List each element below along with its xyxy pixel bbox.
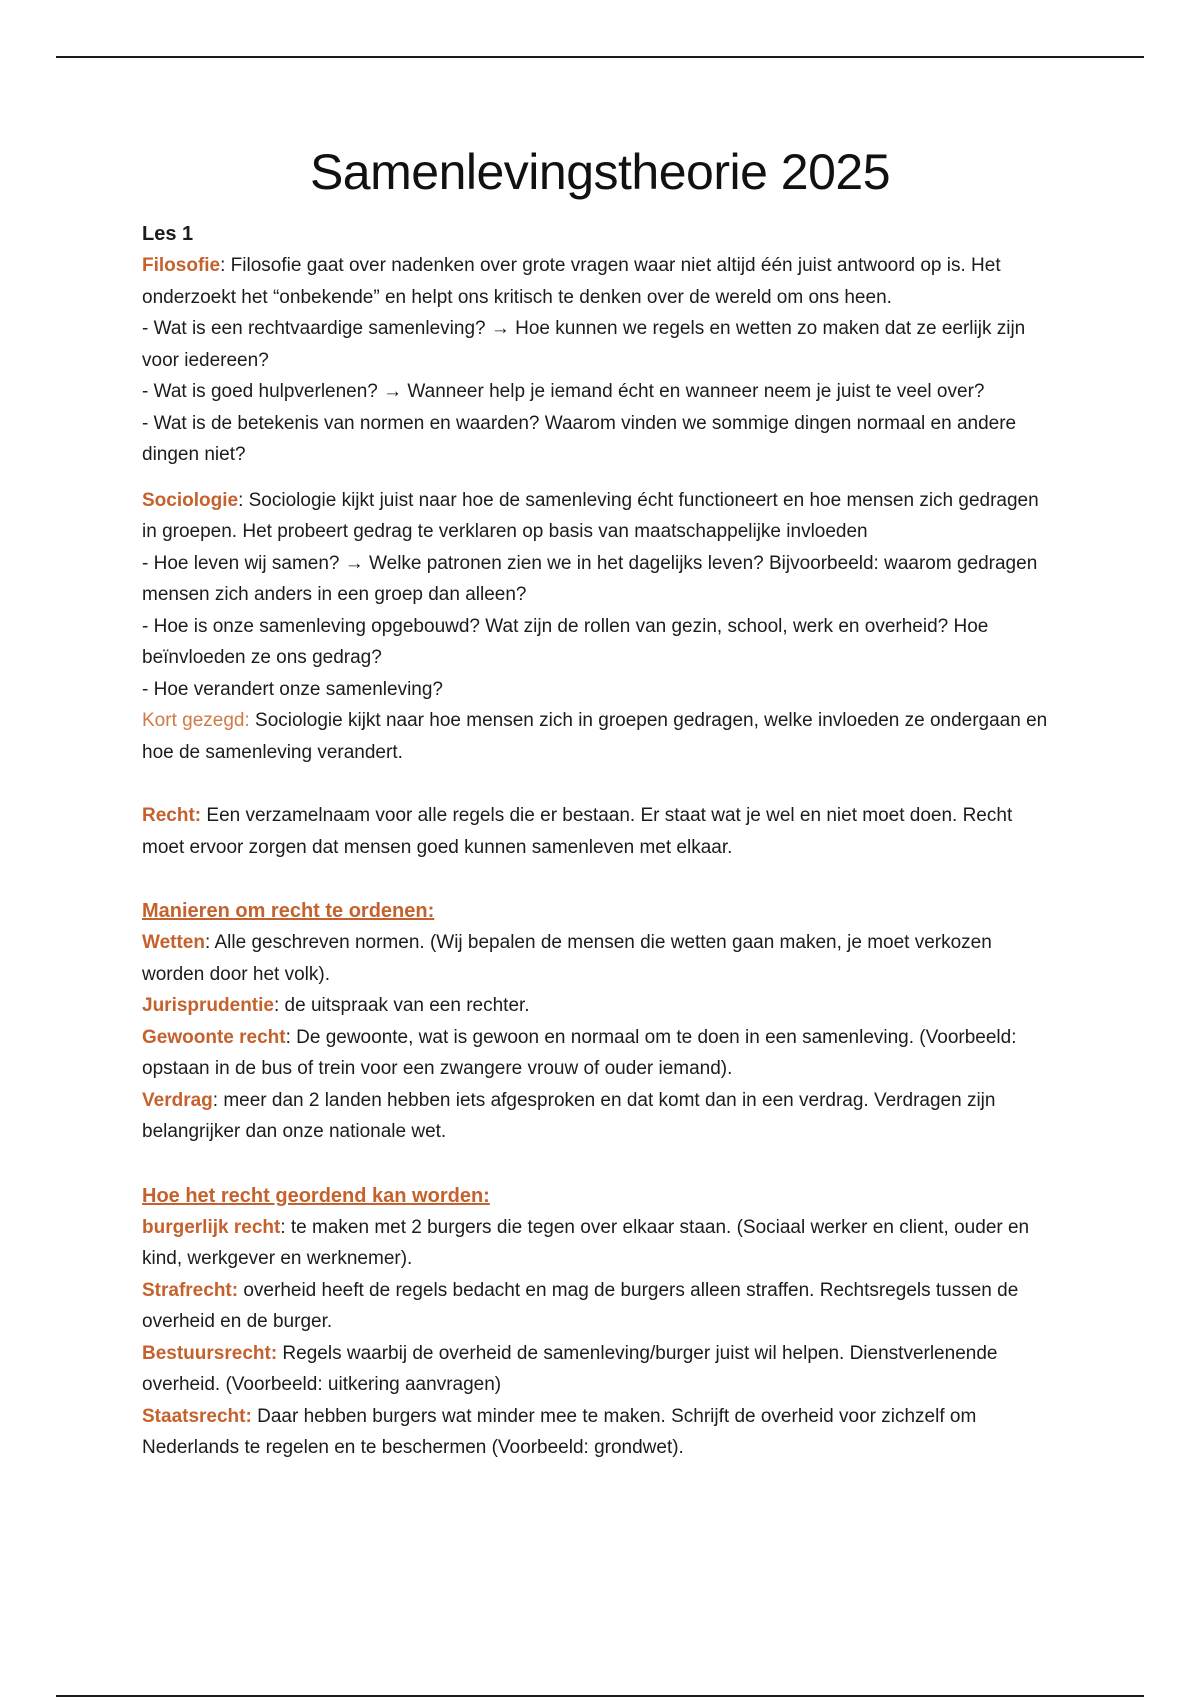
- list-item: - Hoe leven wij samen? → Welke patronen zien we in het dagelijks leven? Bijvoorbeeld: waarom gedragen mensen zich anders in een groep dan alleen?: [142, 552, 1038, 605]
- sociologie-text: : Sociologie kijkt juist naar hoe de samenleving écht functioneert en hoe mensen zich gedragen in groepen. Het probeert gedrag te verklaren op basis van maatschappelijke invloeden: [142, 489, 1039, 542]
- list-item: - Hoe is onze samenleving opgebouwd? Wat zijn de rollen van gezin, school, werk en overheid? Hoe beïnvloeden ze ons gedrag?: [142, 615, 989, 668]
- term-bestuursrecht: Bestuursrecht:: [142, 1342, 278, 1364]
- term-wetten: Wetten: [142, 932, 205, 953]
- definition-text: : meer dan 2 landen hebben iets afgesproken en dat komt dan in een verdrag. Verdragen zijn belangrijker dan onze nationale wet.: [142, 1089, 996, 1142]
- term-filosofie: Filosofie: [142, 255, 221, 276]
- summary-paragraph: [142, 705, 1058, 768]
- recht-paragraph: [142, 800, 1058, 863]
- list-item: - Wat is een rechtvaardige samenleving? → Hoe kunnen we regels en wetten zo maken dat ze eerlijk zijn voor iedereen?: [142, 318, 1026, 371]
- section-heading-ordenen: Manieren om recht te ordenen:: [142, 900, 435, 922]
- section-heading-geordend: Hoe het recht geordend kan worden:: [142, 1184, 490, 1207]
- term-staatsrecht: Staatsrecht:: [142, 1405, 252, 1427]
- document-title: Samenlevingstheorie 2025: [309, 144, 891, 200]
- term-kort-gezegd: Kort gezegd:: [142, 710, 250, 731]
- definition-item: [142, 1275, 1058, 1338]
- bottom-rule: [56, 1695, 1144, 1697]
- definition-item: [142, 1212, 1058, 1275]
- definition-text: overheid heeft de regels bedacht en mag de burgers alleen straffen. Rechtsregels tussen de overheid en de burger.: [142, 1279, 1019, 1332]
- list-item: - Wat is goed hulpverlenen? → Wanneer help je iemand écht en wanneer neem je juist te veel over?: [142, 381, 985, 402]
- definition-text: : Alle geschreven normen. (Wij bepalen de mensen die wetten gaan maken, je moet verkozen worden door het volk).: [142, 932, 992, 985]
- definition-item: [142, 1085, 1058, 1148]
- term-recht: Recht:: [142, 805, 202, 826]
- term-burgerlijk-recht: burgerlijk recht: [142, 1216, 281, 1238]
- definition-text: Regels waarbij de overheid de samenleving/burger juist wil helpen. Dienstverlenende overheid. (Voorbeeld: uitkering aanvragen): [142, 1342, 998, 1395]
- filosofie-text: : Filosofie gaat over nadenken over grote vragen waar niet altijd één juist antwoord op is. Het onderzoekt het “onbekende” en helpt ons kritisch te denken over de wereld om ons heen.: [142, 255, 1001, 308]
- term-gewoonte-recht: Gewoonte recht: [142, 1026, 286, 1048]
- definition-item: [142, 1338, 1058, 1401]
- summary-text: Sociologie kijkt naar hoe mensen zich in groepen gedragen, welke invloeden ze ondergaan en hoe de samenleving verandert.: [142, 710, 1048, 763]
- term-sociologie: Sociologie: [142, 489, 239, 511]
- document-page: [142, 140, 1058, 1464]
- term-verdrag: Verdrag: [142, 1089, 213, 1111]
- definition-item: [142, 927, 1058, 990]
- list-item: - Wat is de betekenis van normen en waarden? Waarom vinden we sommige dingen normaal en andere dingen niet?: [142, 412, 1017, 465]
- term-strafrecht: Strafrecht:: [142, 1279, 239, 1301]
- filosofie-paragraph: [142, 250, 1058, 313]
- definition-item: [142, 990, 1058, 1022]
- term-jurisprudentie: Jurisprudentie: [142, 995, 274, 1016]
- definition-text: : de uitspraak van een rechter.: [273, 995, 530, 1016]
- recht-text: Een verzamelnaam voor alle regels die er bestaan. Er staat wat je wel en niet moet doen. Recht moet ervoor zorgen dat mensen goed kunnen samenleven met elkaar.: [142, 805, 1013, 858]
- sociologie-paragraph: [142, 485, 1058, 548]
- list-item: - Hoe verandert onze samenleving?: [142, 678, 444, 700]
- definition-text: Daar hebben burgers wat minder mee te maken. Schrijft de overheid voor zichzelf om Nederlands te regelen en te beschermen (Voorbeeld: grondwet).: [142, 1405, 977, 1458]
- top-rule: [56, 56, 1144, 58]
- lesson-label: Les 1: [142, 223, 194, 245]
- definition-item: [142, 1401, 1058, 1464]
- definition-text: : De gewoonte, wat is gewoon en normaal om te doen in een samenleving. (Voorbeeld: opstaan in de bus of trein voor een zwangere vrouw of ouder iemand).: [142, 1026, 1017, 1079]
- definition-item: [142, 1022, 1058, 1085]
- definition-text: : te maken met 2 burgers die tegen over elkaar staan. (Sociaal werker en client, ouder en kind, werkgever en werknemer).: [142, 1216, 1030, 1269]
